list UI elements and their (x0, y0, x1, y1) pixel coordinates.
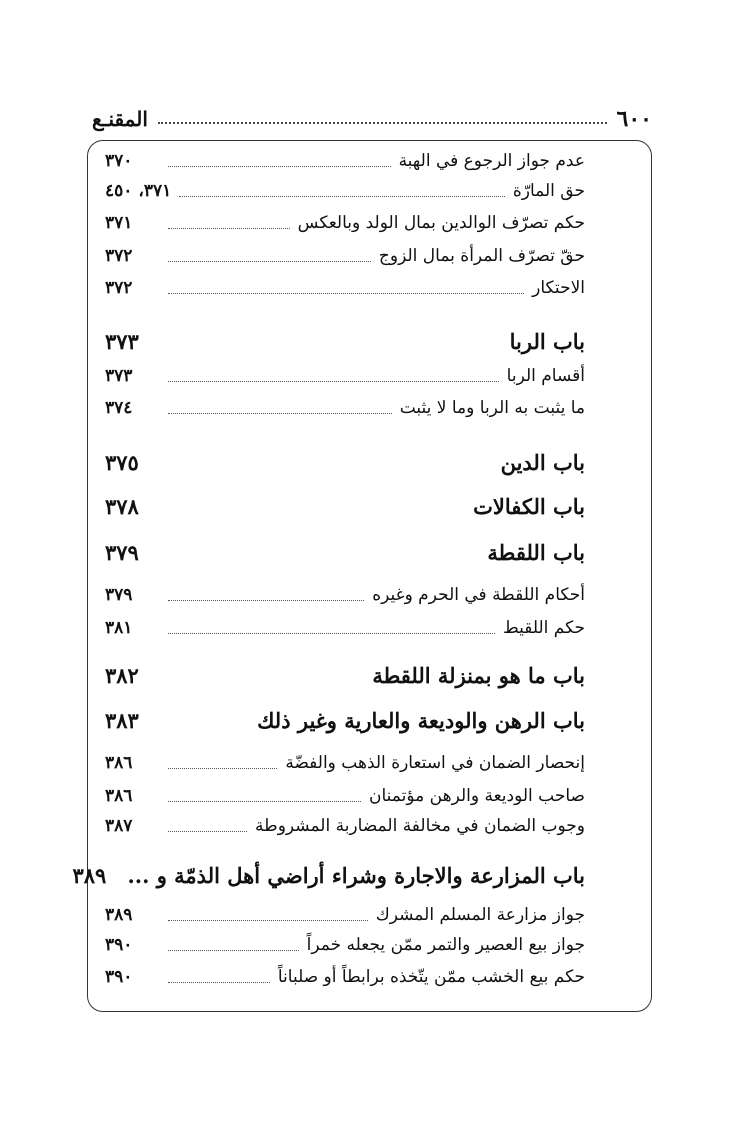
leader-dots (179, 196, 505, 197)
leader-dots (168, 920, 368, 921)
toc-page-number: ٣٧١ (105, 213, 133, 233)
toc-entry-title: أحكام اللقطة في الحرم وغيره (372, 585, 585, 605)
leader-dots (168, 982, 270, 983)
toc-entry-title: وجوب الضمان في مخالفة المضاربة المشروطة (255, 816, 585, 836)
leader-dots (168, 381, 499, 382)
toc-chapter-row[interactable] (105, 708, 585, 733)
toc-entry-title: حق المارّة (512, 181, 585, 201)
page-number: ٦٠٠ (616, 106, 652, 132)
toc-chapter-row[interactable] (105, 494, 585, 519)
toc-page-number: ٣٩٠ (105, 967, 133, 987)
toc-entry-row[interactable] (105, 786, 585, 806)
toc-page-number: ٣٨٦ (105, 753, 133, 773)
toc-page-number: ٣٧٢ (105, 246, 133, 266)
toc-entry-row[interactable] (105, 213, 585, 233)
leader-dots (168, 950, 299, 951)
toc-entry-row[interactable] (105, 816, 585, 836)
toc-page-number: ٣٨٢ (105, 663, 139, 688)
header-leader-dots (158, 122, 607, 124)
toc-page-number: ٣٧٥ (105, 450, 139, 475)
toc-entry-title: إنحصار الضمان في استعارة الذهب والفضّة (285, 753, 585, 773)
toc-page-number: ٣٨٩ (72, 863, 107, 888)
toc-page-number: ٣٧٨ (105, 494, 139, 519)
leader-dots (168, 831, 247, 832)
toc-page-number: ٣٧١، ٤٥٠ (105, 181, 172, 201)
toc-page-number: ٣٨١ (105, 618, 133, 638)
toc-entry-title: جواز مزارعة المسلم المشرك (375, 905, 585, 925)
toc-page-number: ٣٧٤ (105, 398, 133, 418)
toc-page-number: ٣٨٧ (105, 816, 133, 836)
toc-entry-title: حكم تصرّف الوالدين بمال الولد وبالعكس (297, 213, 585, 233)
toc-entry-title: حكم اللقيط (502, 618, 585, 638)
leader-dots (168, 801, 361, 802)
toc-entry-row[interactable] (105, 366, 585, 386)
toc-entry-row[interactable] (105, 967, 585, 987)
toc-page-number: ٣٨٣ (105, 708, 139, 733)
running-header (92, 104, 652, 134)
leader-dots (168, 261, 371, 262)
toc-page-number: ٣٧٩ (105, 540, 139, 565)
leader-dots (168, 228, 290, 229)
toc-entry-title: عدم جواز الرجوع في الهبة (398, 151, 585, 171)
toc-entry-row[interactable] (105, 151, 585, 171)
toc-entry-row[interactable] (105, 905, 585, 925)
toc-entry-title: باب ما هو بمنزلة اللقطة (372, 663, 585, 688)
toc-chapter-row[interactable] (105, 663, 585, 688)
leader-dots (168, 633, 495, 634)
leader-dots (168, 166, 391, 167)
toc-entry-title: باب الربا (509, 329, 585, 354)
toc-entry-title: باب اللقطة (487, 540, 585, 565)
toc-entry-title: جواز بيع العصير والتمر ممّن يجعله خمراً (306, 935, 585, 955)
toc-chapter-row[interactable] (72, 863, 585, 888)
toc-entry-title: ما يثبت به الربا وما لا يثبت (399, 398, 585, 418)
toc-page-number: ٣٧٢ (105, 278, 133, 298)
toc-entry-title: باب المزارعة والاجارة وشراء أراضي أهل الذمّة و ... (127, 863, 585, 888)
toc-entry-title: باب الرهن والوديعة والعارية وغير ذلك (257, 708, 585, 733)
toc-entry-row[interactable] (105, 246, 585, 266)
toc-chapter-row[interactable] (105, 329, 585, 354)
leader-dots (168, 293, 524, 294)
leader-dots (168, 600, 364, 601)
toc-entry-row[interactable] (105, 585, 585, 605)
leader-dots (168, 768, 277, 769)
toc-entry-title: أقسام الربا (506, 366, 585, 386)
toc-entry-title: حكم بيع الخشب ممّن يتّخذه برابطاً أو صلباناً (277, 967, 585, 987)
toc-chapter-row[interactable] (105, 450, 585, 475)
toc-page-number: ٣٧٣ (105, 366, 133, 386)
toc-entry-row[interactable] (105, 935, 585, 955)
toc-entry-title: باب الدين (500, 450, 585, 475)
toc-chapter-row[interactable] (105, 540, 585, 565)
toc-entry-row[interactable] (105, 753, 585, 773)
toc-entry-title: صاحب الوديعة والرهن مؤتمنان (369, 786, 585, 806)
toc-entry-title: باب الكفالات (473, 494, 585, 519)
toc-page-number: ٣٧٣ (105, 329, 139, 354)
toc-page-number: ٣٧٩ (105, 585, 133, 605)
toc-entry-row[interactable] (105, 278, 585, 298)
toc-page-number: ٣٨٦ (105, 786, 133, 806)
toc-entry-row[interactable] (105, 181, 585, 201)
leader-dots (168, 413, 392, 414)
toc-entry-row[interactable] (105, 398, 585, 418)
toc-entry-row[interactable] (105, 618, 585, 638)
toc-entry-title: الاحتكار (532, 278, 585, 298)
toc-page-number: ٣٧٠ (105, 151, 133, 171)
toc-page-number: ٣٨٩ (105, 905, 133, 925)
book-title: المقنـع (92, 107, 148, 131)
toc-entry-title: حقّ تصرّف المرأة بمال الزوج (378, 246, 585, 266)
toc-page-number: ٣٩٠ (105, 935, 133, 955)
